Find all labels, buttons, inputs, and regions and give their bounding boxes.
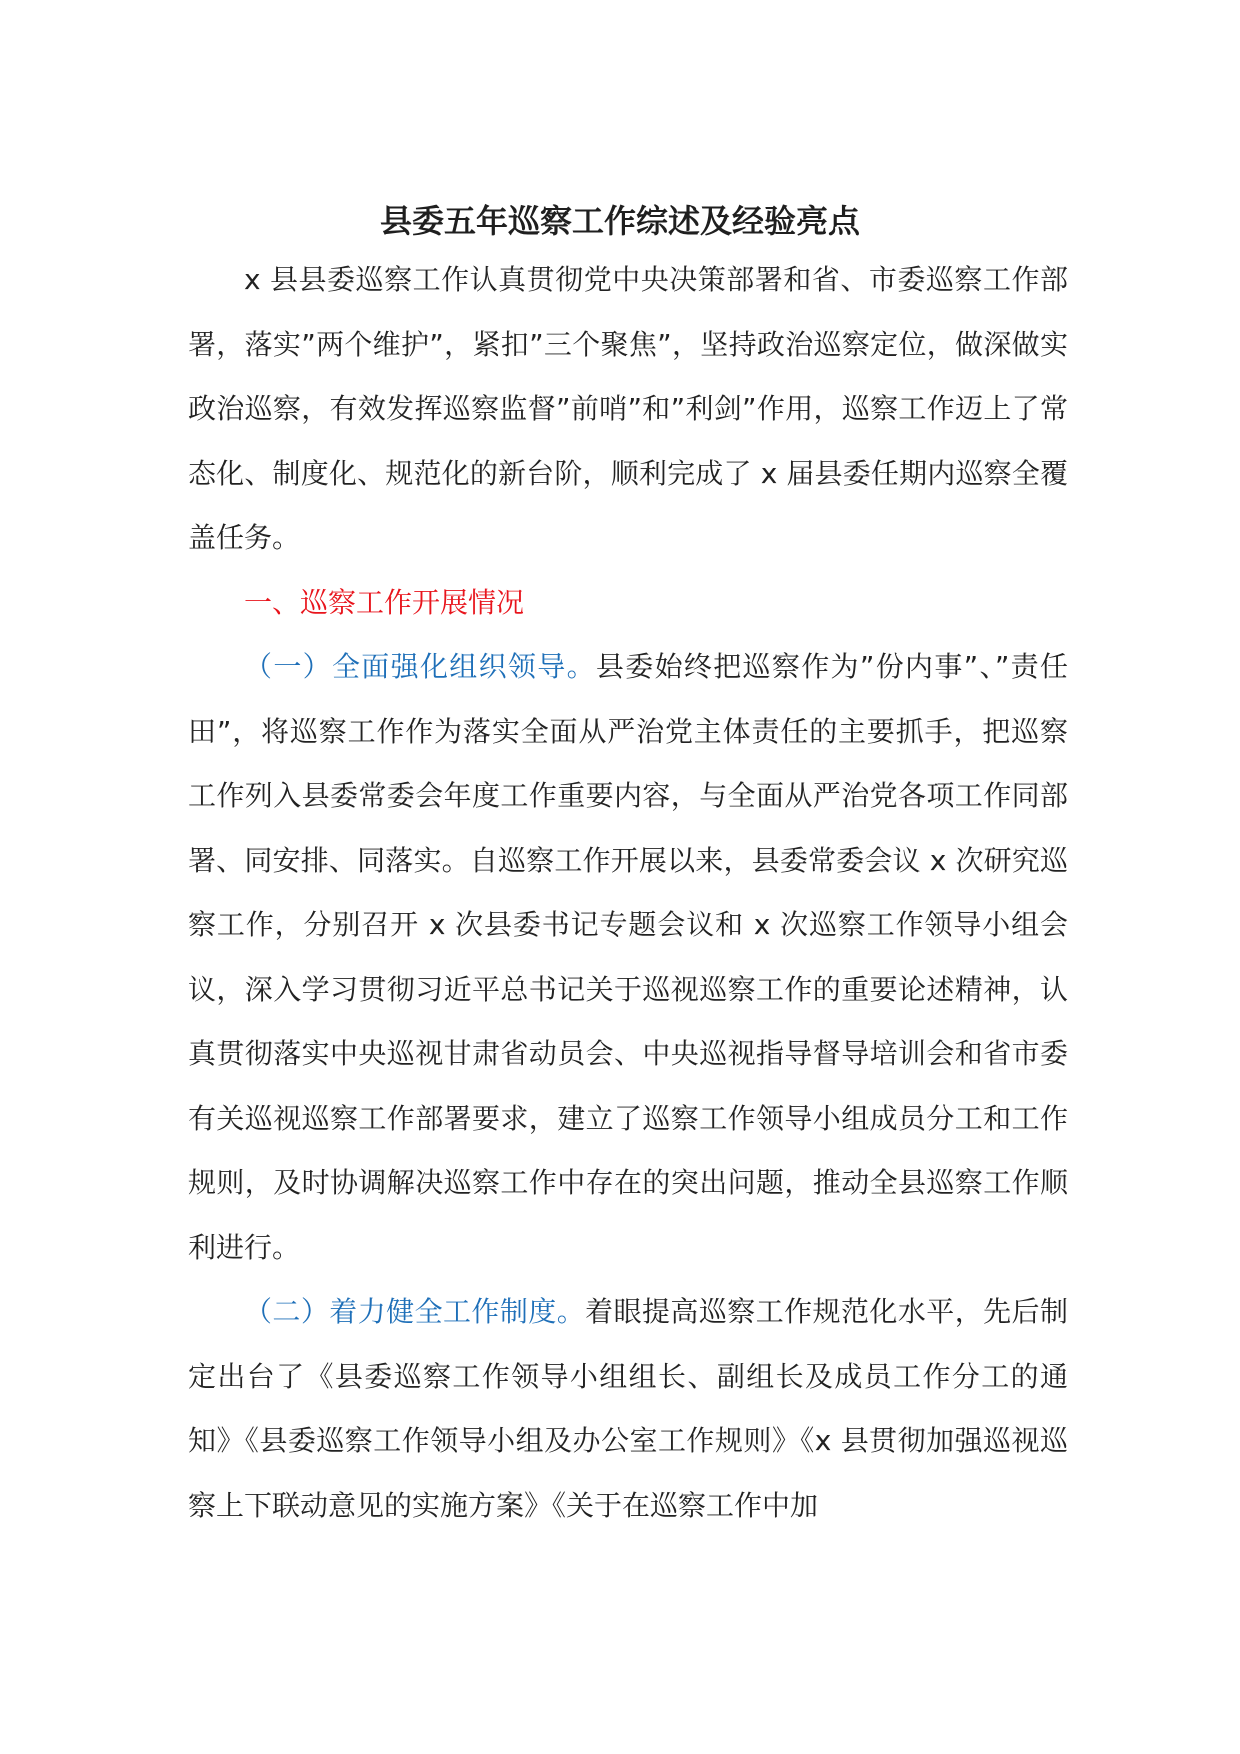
document-title: 县委五年巡察工作综述及经验亮点: [379, 202, 860, 240]
section-heading-1: 一、巡察工作开展情况: [244, 585, 525, 619]
paragraph-work-system: [188, 1280, 1068, 1538]
intro-paragraph: x 县县委巡察工作认真贯彻党中央决策部署和省、市委巡察工作部署，落实”两个维护”，紧扣”三个聚焦”，坚持政治巡察定位，做深做实政治巡察，有效发挥巡察监督”前哨”和”利剑”作用，巡察工作迈上了常态化、制度化、规范化的新台阶，顺利完成了 x 届县委任期内巡察全覆盖任务。: [188, 263, 1068, 554]
subheading-1: （一）全面强化组织领导。: [244, 650, 596, 683]
paragraph-text-1: 县委始终把巡察作为”份内事”、”责任田”，将巡察工作作为落实全面从严治党主体责任的主要抓手，把巡察工作列入县委常委会年度工作重要内容，与全面从严治党各项工作同部署、同安排、同落实。自巡察工作开展以来，县委常委会议 x 次研究巡察工作，分别召开 x 次县委书记专题会议和 x 次巡察工作领导小组会议，深入学习贯彻习近平总书记关于巡视巡察工作的重要论述精神，认真贯彻落实中央巡视甘肃省动员会、中央巡视指导督导培训会和省市委有关巡视巡察工作部署要求，建立了巡察工作领导小组成员分工和工作规则，及时协调解决巡察工作中存在的突出问题，推动全县巡察工作顺利进行。: [188, 650, 1068, 1264]
subheading-2: （二）着力健全工作制度。: [244, 1295, 586, 1328]
document-body: [188, 248, 1068, 1538]
paragraph-text-2: 着眼提高巡察工作规范化水平，先后制定出台了《县委巡察工作领导小组组长、副组长及成员工作分工的通知》《县委巡察工作领导小组及办公室工作规则》《x 县贯彻加强巡视巡察上下联动意见的实施方案》《关于在巡察工作中加: [188, 1295, 1068, 1522]
paragraph-organization-leadership: [188, 635, 1068, 1280]
